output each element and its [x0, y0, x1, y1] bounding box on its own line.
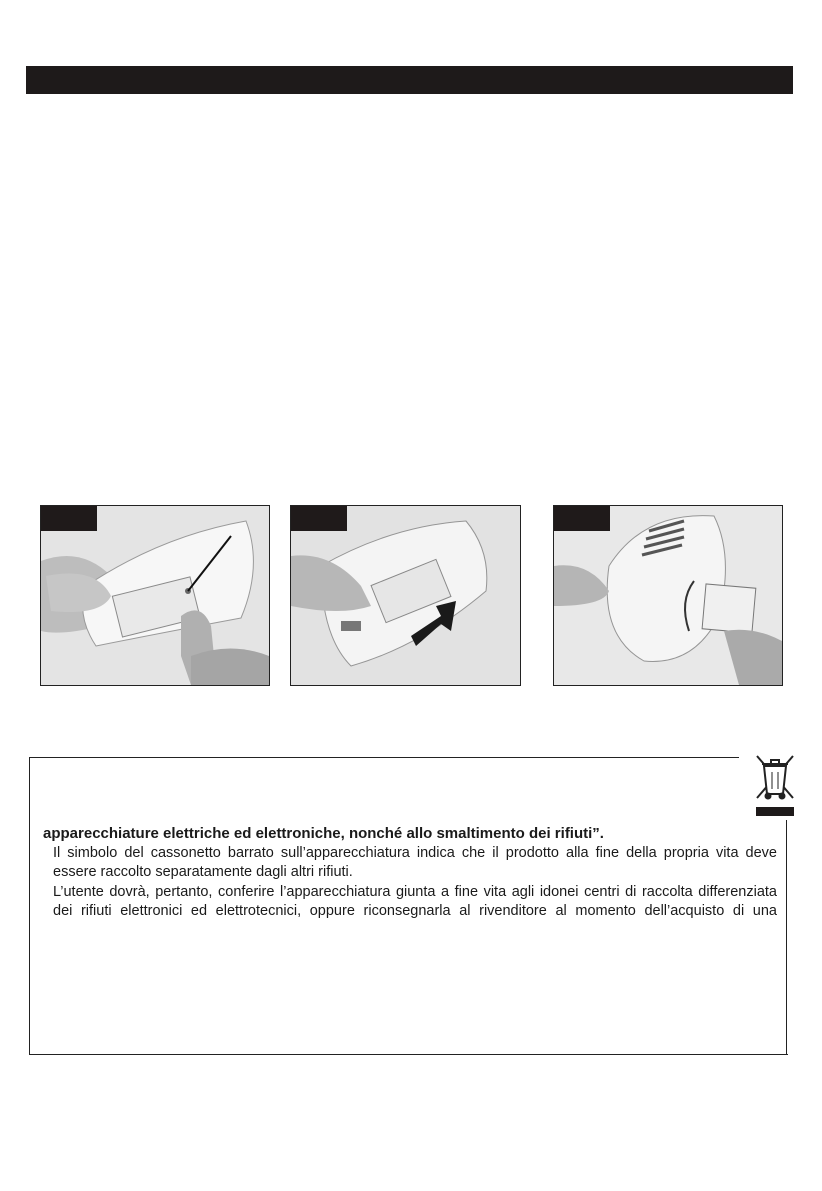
notice-bold-line: apparecchiature elettriche ed elettroniche, nonché allo smaltimento dei rifiuti”. — [43, 825, 604, 842]
step-label-tab-1 — [41, 506, 97, 531]
notice-paragraph-1-line-2: essere raccolto separatamente dagli altri rifiuti. — [53, 864, 353, 880]
photo-step-2-illustration — [291, 506, 520, 685]
notice-paragraph-2-line-1: L’utente dovrà, pertanto, conferire l’apparecchiatura giunta a fine vita agli idonei centri di raccolta differenziata — [53, 883, 777, 900]
photo-step-1-illustration — [41, 506, 269, 685]
step-label-tab-3 — [554, 506, 610, 531]
step-label-tab-2 — [291, 506, 347, 531]
notice-paragraph-2-line-2: dei rifiuti elettronici ed elettrotecnici, oppure riconsegnarla al rivenditore al momento dell’acquisto di una — [53, 903, 777, 919]
notice-box-right-border — [786, 820, 787, 1055]
crossed-out-wheelie-bin-icon — [753, 752, 797, 818]
weee-notice-text — [43, 824, 777, 922]
section-header-bar — [26, 66, 793, 94]
photo-step-2 — [290, 505, 521, 686]
photo-step-3-illustration — [554, 506, 782, 685]
notice-paragraph-1-line-1: Il simbolo del cassonetto barrato sull’apparecchiatura indica che il prodotto alla fine della propria vita deve — [53, 844, 777, 861]
photo-step-3 — [553, 505, 783, 686]
photo-step-1 — [40, 505, 270, 686]
